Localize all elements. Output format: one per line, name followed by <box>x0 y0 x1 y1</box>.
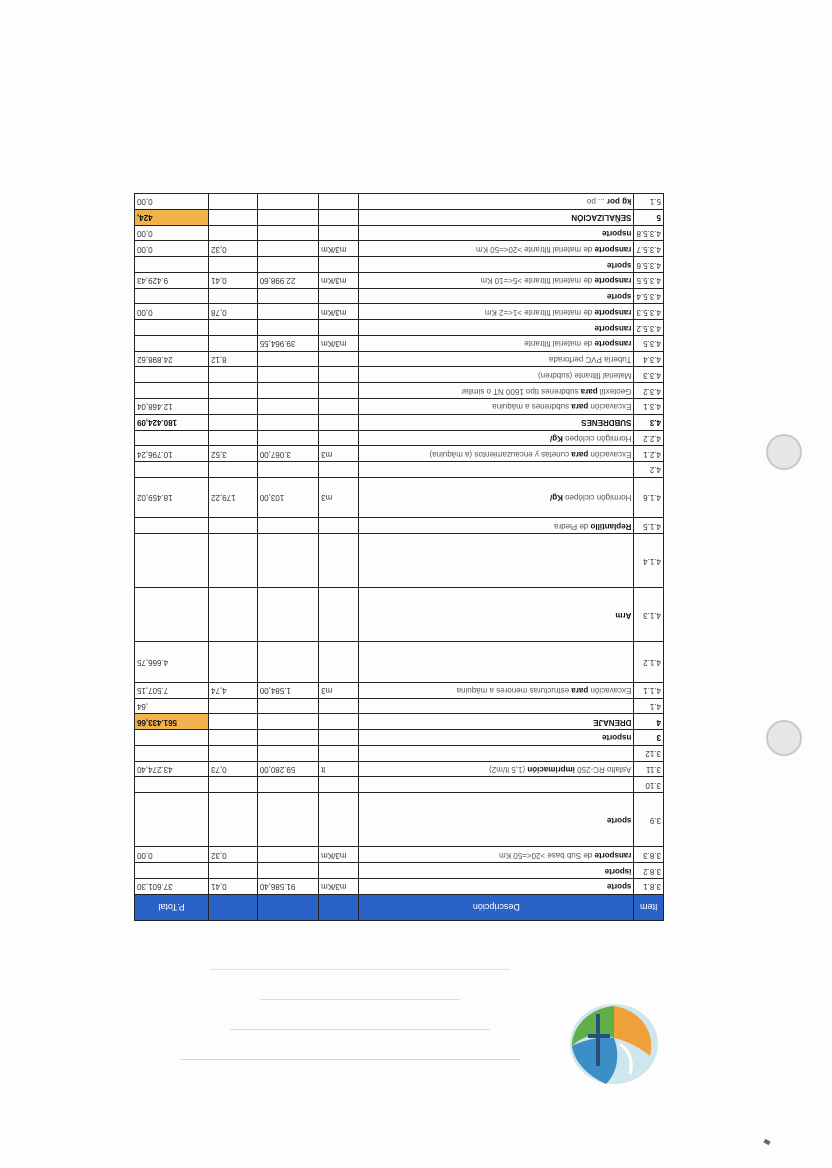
cell-item: 4.3.5 <box>634 335 664 351</box>
cell-price <box>209 698 258 714</box>
cell-description: ransporte de material filtrante >5<=10 Km <box>359 272 634 288</box>
cell-unit <box>319 430 359 446</box>
cell-item: 4.1.6 <box>634 477 664 517</box>
table-row <box>135 446 664 462</box>
cell-item: 5.1 <box>634 194 664 210</box>
table-row <box>135 777 664 793</box>
table-row <box>135 745 664 761</box>
cell-price: 3,52 <box>209 446 258 462</box>
cell-item: 3.8.3 <box>634 847 664 863</box>
cell-price <box>209 642 258 682</box>
table-row <box>135 194 664 210</box>
table-row <box>135 430 664 446</box>
cell-total: 0,00 <box>135 225 209 241</box>
table-row <box>135 304 664 320</box>
cell-item: 4.1.1 <box>634 682 664 698</box>
table-row <box>135 462 664 478</box>
table-row <box>135 209 664 225</box>
table-row <box>135 847 664 863</box>
cell-price <box>209 730 258 746</box>
cell-item: 4.3.2 <box>634 383 664 399</box>
cell-unit: m3 <box>319 682 359 698</box>
cell-quantity <box>257 320 318 336</box>
cell-description: Asfalto RC-250 imprimación (1,5 lt/m2) <box>359 761 634 777</box>
table-row <box>135 642 664 682</box>
cell-price <box>209 320 258 336</box>
cell-unit <box>319 745 359 761</box>
table-row <box>135 414 664 430</box>
cell-unit: m3 <box>319 477 359 517</box>
cell-description: sporte <box>359 878 634 894</box>
cell-description: Hormigón ciclópeo Kg/ <box>359 430 634 446</box>
cell-price <box>209 777 258 793</box>
cell-total <box>135 793 209 847</box>
table-row <box>135 288 664 304</box>
cell-item: 3.8.1 <box>634 878 664 894</box>
cell-description: Material filtrante (subdren) <box>359 367 634 383</box>
cell-price <box>209 399 258 415</box>
table-row <box>135 730 664 746</box>
cell-quantity <box>257 730 318 746</box>
cell-description: nsporte <box>359 730 634 746</box>
cell-total <box>135 777 209 793</box>
cell-description: nsporte <box>359 225 634 241</box>
cell-item: 4.1 <box>634 698 664 714</box>
cell-unit <box>319 383 359 399</box>
cell-price <box>209 209 258 225</box>
cell-price <box>209 225 258 241</box>
cell-description: ransporte de material filtrante <box>359 335 634 351</box>
cell-description <box>359 533 634 587</box>
cell-description: ransporte de material filtrante >20<=50 Km <box>359 241 634 257</box>
table-row <box>135 335 664 351</box>
cell-total: 561.433,66 <box>135 714 209 730</box>
table-row <box>135 793 664 847</box>
cell-price: 8,12 <box>209 351 258 367</box>
cell-description: Hormigón ciclópeo Kg/ <box>359 477 634 517</box>
cell-total <box>135 730 209 746</box>
cell-description <box>359 642 634 682</box>
cell-description: ransporte <box>359 320 634 336</box>
cell-description: sporte <box>359 257 634 273</box>
cell-unit: lt <box>319 761 359 777</box>
cell-total: 12.468,04 <box>135 399 209 415</box>
cell-item: 4.1.5 <box>634 518 664 534</box>
cell-item: 4.1.2 <box>634 642 664 682</box>
cell-total <box>135 383 209 399</box>
cell-quantity <box>257 533 318 587</box>
cell-quantity <box>257 399 318 415</box>
cell-price <box>209 194 258 210</box>
cell-quantity <box>257 414 318 430</box>
cell-total: 9.429,43 <box>135 272 209 288</box>
header-p-total: P.Total <box>135 894 209 920</box>
cell-quantity: 103,00 <box>257 477 318 517</box>
cell-item: 4.3.5.5 <box>634 272 664 288</box>
header-item: Item <box>634 894 664 920</box>
cell-quantity: 39.964,55 <box>257 335 318 351</box>
cell-item: 4.3.5.8 <box>634 225 664 241</box>
faint-footer <box>150 930 550 1070</box>
cell-unit <box>319 225 359 241</box>
budget-table <box>134 193 664 921</box>
cell-item: 5 <box>634 209 664 225</box>
table-row <box>135 320 664 336</box>
table-row <box>135 761 664 777</box>
cell-total <box>135 745 209 761</box>
table-row <box>135 878 664 894</box>
cell-unit <box>319 351 359 367</box>
cell-unit <box>319 462 359 478</box>
cell-quantity <box>257 745 318 761</box>
cell-item: 4.3.5.6 <box>634 257 664 273</box>
cell-quantity <box>257 642 318 682</box>
scan-speck <box>763 1139 770 1145</box>
cell-description: Arm <box>359 588 634 642</box>
cell-description <box>359 777 634 793</box>
punch-hole-top <box>766 434 802 470</box>
cell-quantity <box>257 209 318 225</box>
cell-unit <box>319 518 359 534</box>
header-description: Descripción <box>359 894 634 920</box>
cell-total: 37.601,30 <box>135 878 209 894</box>
cell-price: 0,32 <box>209 241 258 257</box>
cell-description: ransporte de Sub base >20<=50 Km <box>359 847 634 863</box>
cell-price <box>209 257 258 273</box>
cell-unit <box>319 698 359 714</box>
cell-unit <box>319 730 359 746</box>
cell-quantity <box>257 714 318 730</box>
cell-total: 24.898,62 <box>135 351 209 367</box>
cell-price <box>209 383 258 399</box>
cell-description: Excavación para cunetas y encauzamientos (a máquina) <box>359 446 634 462</box>
cell-description <box>359 698 634 714</box>
cell-quantity: 91.586,40 <box>257 878 318 894</box>
cell-price <box>209 518 258 534</box>
header-price <box>209 894 258 920</box>
cell-description: ransporte de material filtrante >1<=2 Km <box>359 304 634 320</box>
cell-unit <box>319 257 359 273</box>
cell-unit <box>319 714 359 730</box>
cell-unit: m3/Km <box>319 878 359 894</box>
cell-total <box>135 588 209 642</box>
cell-total: 0,00 <box>135 194 209 210</box>
cell-unit <box>319 209 359 225</box>
cell-unit <box>319 399 359 415</box>
cell-quantity <box>257 367 318 383</box>
cell-description: SUBDRENES <box>359 414 634 430</box>
cell-quantity <box>257 462 318 478</box>
cell-total: 0,00 <box>135 241 209 257</box>
cell-total: 0,00 <box>135 847 209 863</box>
cell-unit <box>319 533 359 587</box>
table-row <box>135 351 664 367</box>
cell-total <box>135 462 209 478</box>
table-row <box>135 698 664 714</box>
cell-item: 4.2.2 <box>634 430 664 446</box>
cell-quantity: 3.067,00 <box>257 446 318 462</box>
cell-price <box>209 588 258 642</box>
cell-item: 4 <box>634 714 664 730</box>
cell-unit <box>319 863 359 879</box>
cell-quantity <box>257 351 318 367</box>
cell-unit <box>319 793 359 847</box>
cell-quantity <box>257 383 318 399</box>
cell-item: 4.1.3 <box>634 588 664 642</box>
cell-unit <box>319 777 359 793</box>
table-header-row <box>135 894 664 920</box>
cell-quantity <box>257 588 318 642</box>
cell-description: Tubería PVC perforada <box>359 351 634 367</box>
cell-quantity <box>257 847 318 863</box>
cell-unit <box>319 288 359 304</box>
header-unit <box>319 894 359 920</box>
cell-quantity <box>257 430 318 446</box>
cell-quantity <box>257 304 318 320</box>
cell-price: 0,73 <box>209 761 258 777</box>
cell-total: 180.424,09 <box>135 414 209 430</box>
cell-item: 4.3.4 <box>634 351 664 367</box>
cell-unit: m3/Km <box>319 304 359 320</box>
cell-item: 4.2.1 <box>634 446 664 462</box>
cell-price: 179,22 <box>209 477 258 517</box>
cell-total: ,64 <box>135 698 209 714</box>
cell-description <box>359 462 634 478</box>
cell-item: 4.3 <box>634 414 664 430</box>
cell-unit <box>319 194 359 210</box>
cell-quantity <box>257 777 318 793</box>
table-row <box>135 682 664 698</box>
cell-quantity <box>257 863 318 879</box>
cell-description: sporte <box>359 793 634 847</box>
cell-quantity <box>257 225 318 241</box>
cell-total <box>135 320 209 336</box>
cell-price <box>209 714 258 730</box>
cell-description: Geotextil para subdrenes tipo 1600 NT o similar <box>359 383 634 399</box>
cell-item: 3.10 <box>634 777 664 793</box>
table-row <box>135 257 664 273</box>
cell-price <box>209 462 258 478</box>
cell-quantity <box>257 194 318 210</box>
cell-total <box>135 533 209 587</box>
cell-quantity: 59.280,00 <box>257 761 318 777</box>
cell-quantity <box>257 288 318 304</box>
cell-unit: m3/Km <box>319 847 359 863</box>
cell-item: 4.3.3 <box>634 367 664 383</box>
cell-quantity <box>257 241 318 257</box>
cell-price: 4,74 <box>209 682 258 698</box>
cell-price <box>209 793 258 847</box>
cell-unit <box>319 414 359 430</box>
table-row <box>135 225 664 241</box>
cell-total <box>135 430 209 446</box>
cell-description: sporte <box>359 288 634 304</box>
cell-description <box>359 745 634 761</box>
cell-description: Excavación para estructuras menores a máquina <box>359 682 634 698</box>
table-row <box>135 383 664 399</box>
cell-total <box>135 863 209 879</box>
cell-item: 3 <box>634 730 664 746</box>
cell-description: isporte <box>359 863 634 879</box>
cell-price <box>209 288 258 304</box>
cell-item: 4.2 <box>634 462 664 478</box>
punch-hole-bottom <box>766 720 802 756</box>
cell-item: 4.3.5.4 <box>634 288 664 304</box>
cell-price: 0,41 <box>209 878 258 894</box>
table-row <box>135 241 664 257</box>
table-row <box>135 588 664 642</box>
cell-unit <box>319 367 359 383</box>
cell-total <box>135 257 209 273</box>
cell-price <box>209 430 258 446</box>
cell-total: 18.459,02 <box>135 477 209 517</box>
cell-total <box>135 367 209 383</box>
cell-description: SEÑALIZACIÓN <box>359 209 634 225</box>
cell-description: Excavación para subdrenes a máquina <box>359 399 634 415</box>
cell-total <box>135 335 209 351</box>
table-row <box>135 272 664 288</box>
cell-total: 10.796,24 <box>135 446 209 462</box>
table-row <box>135 533 664 587</box>
cell-item: 4.3.1 <box>634 399 664 415</box>
cell-item: 3.12 <box>634 745 664 761</box>
cell-total <box>135 288 209 304</box>
cell-unit <box>319 642 359 682</box>
cell-price <box>209 745 258 761</box>
table-row <box>135 518 664 534</box>
cell-quantity <box>257 793 318 847</box>
cell-item: 4.1.4 <box>634 533 664 587</box>
cell-price <box>209 863 258 879</box>
cell-price: 0,78 <box>209 304 258 320</box>
company-logo <box>558 996 662 1092</box>
cell-item: 3.9 <box>634 793 664 847</box>
cell-item: 3.8.2 <box>634 863 664 879</box>
cell-unit: m3/Km <box>319 335 359 351</box>
cell-item: 3.11 <box>634 761 664 777</box>
budget-sheet <box>134 193 664 921</box>
cell-total <box>135 518 209 534</box>
cell-unit: m3/Km <box>319 241 359 257</box>
cell-price: 0,41 <box>209 272 258 288</box>
table-row <box>135 477 664 517</box>
cell-total: 7.507,15 <box>135 682 209 698</box>
cell-unit <box>319 320 359 336</box>
cell-item: 4.3.5.7 <box>634 241 664 257</box>
cell-quantity: 1.584,00 <box>257 682 318 698</box>
cell-quantity <box>257 257 318 273</box>
cell-description: Replantillo de Piedra <box>359 518 634 534</box>
cell-price <box>209 533 258 587</box>
cell-unit: m3 <box>319 446 359 462</box>
cell-total: 43.274,40 <box>135 761 209 777</box>
cell-price <box>209 414 258 430</box>
cell-price: 0,32 <box>209 847 258 863</box>
cell-description: kg por ... po <box>359 194 634 210</box>
header-quantity <box>257 894 318 920</box>
table-row <box>135 399 664 415</box>
cell-quantity <box>257 698 318 714</box>
cell-total: 4.666,75 <box>135 642 209 682</box>
table-row <box>135 714 664 730</box>
table-row <box>135 367 664 383</box>
cell-unit: m3/Km <box>319 272 359 288</box>
cell-quantity <box>257 518 318 534</box>
cell-item: 4.3.5.3 <box>634 304 664 320</box>
table-row <box>135 863 664 879</box>
cell-price <box>209 335 258 351</box>
cell-item: 4.3.5.2 <box>634 320 664 336</box>
cell-unit <box>319 588 359 642</box>
cell-total: 0,00 <box>135 304 209 320</box>
cell-description: DRENAJE <box>359 714 634 730</box>
cell-quantity: 22.998,60 <box>257 272 318 288</box>
cell-price <box>209 367 258 383</box>
cell-total: 424, <box>135 209 209 225</box>
